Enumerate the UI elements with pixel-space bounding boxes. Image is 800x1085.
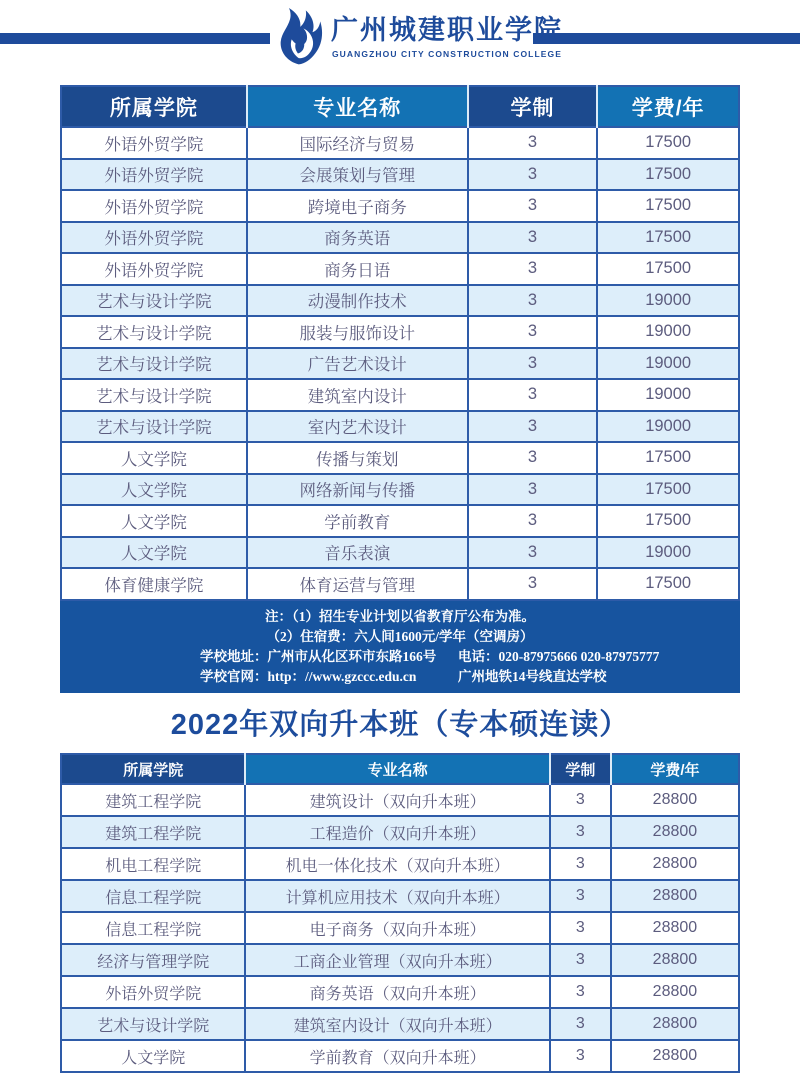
cell-major: 商务英语（双向升本班） xyxy=(245,976,549,1008)
cell-duration: 3 xyxy=(468,159,597,191)
page-header xyxy=(0,0,800,85)
table-row xyxy=(61,442,739,474)
cell-tuition: 19000 xyxy=(597,411,739,443)
table-row xyxy=(61,348,739,380)
college-name: 广州城建职业学院 xyxy=(331,15,563,45)
cell-duration: 3 xyxy=(550,944,611,976)
cell-tuition: 17500 xyxy=(597,474,739,506)
table-row xyxy=(61,568,739,600)
column-header-duration: 学制 xyxy=(468,86,597,127)
cell-college: 信息工程学院 xyxy=(61,912,245,944)
cell-tuition: 28800 xyxy=(611,976,739,1008)
table-row xyxy=(61,784,739,816)
upgrade-table-wrap xyxy=(60,753,740,1073)
cell-tuition: 28800 xyxy=(611,912,739,944)
cell-college: 外语外贸学院 xyxy=(61,159,247,191)
cell-college: 人文学院 xyxy=(61,1040,245,1072)
cell-duration: 3 xyxy=(468,222,597,254)
cell-tuition: 17500 xyxy=(597,159,739,191)
table-row xyxy=(61,159,739,191)
cell-tuition: 19000 xyxy=(597,537,739,569)
table-row xyxy=(61,848,739,880)
table-row xyxy=(61,537,739,569)
cell-major: 会展策划与管理 xyxy=(247,159,468,191)
cell-tuition: 17500 xyxy=(597,190,739,222)
cell-college: 体育健康学院 xyxy=(61,568,247,600)
programs-table-header xyxy=(61,86,739,127)
cell-major: 室内艺术设计 xyxy=(247,411,468,443)
cell-college: 艺术与设计学院 xyxy=(61,411,247,443)
note-line-2: （2）住宿费：六人间1600元/学年（空调房） xyxy=(266,628,534,644)
cell-college: 外语外贸学院 xyxy=(61,253,247,285)
table-row xyxy=(61,190,739,222)
cell-major: 工程造价（双向升本班） xyxy=(245,816,549,848)
table-row xyxy=(61,222,739,254)
cell-duration: 3 xyxy=(550,1008,611,1040)
cell-duration: 3 xyxy=(550,848,611,880)
cell-major: 学前教育（双向升本班） xyxy=(245,1040,549,1072)
column-header-tuition: 学费/年 xyxy=(597,86,739,127)
cell-duration: 3 xyxy=(550,912,611,944)
cell-college: 艺术与设计学院 xyxy=(61,379,247,411)
school-website: 学校官网：http：//www.gzccc.edu.cn xyxy=(200,668,417,684)
cell-major: 电子商务（双向升本班） xyxy=(245,912,549,944)
cell-college: 人文学院 xyxy=(61,505,247,537)
cell-tuition: 19000 xyxy=(597,316,739,348)
cell-major: 机电一体化技术（双向升本班） xyxy=(245,848,549,880)
upgrade-programs-table xyxy=(60,753,740,1073)
column-header-major: 专业名称 xyxy=(247,86,468,127)
cell-major: 传播与策划 xyxy=(247,442,468,474)
table-row xyxy=(61,880,739,912)
cell-major: 商务日语 xyxy=(247,253,468,285)
note-line-3 xyxy=(60,647,740,667)
cell-major: 计算机应用技术（双向升本班） xyxy=(245,880,549,912)
cell-major: 跨境电子商务 xyxy=(247,190,468,222)
column-header-duration: 学制 xyxy=(550,754,611,784)
cell-major: 建筑室内设计 xyxy=(247,379,468,411)
cell-college: 机电工程学院 xyxy=(61,848,245,880)
cell-college: 艺术与设计学院 xyxy=(61,348,247,380)
cell-college: 人文学院 xyxy=(61,537,247,569)
school-address: 学校地址：广州市从化区环市东路166号 xyxy=(200,648,437,664)
cell-tuition: 28800 xyxy=(611,944,739,976)
table-row xyxy=(61,944,739,976)
table-row xyxy=(61,505,739,537)
upgrade-table-header xyxy=(61,754,739,784)
cell-tuition: 28800 xyxy=(611,784,739,816)
notes-box xyxy=(60,601,740,693)
programs-table-wrap xyxy=(60,85,740,601)
cell-duration: 3 xyxy=(468,316,597,348)
table-row xyxy=(61,912,739,944)
cell-college: 建筑工程学院 xyxy=(61,784,245,816)
cell-tuition: 19000 xyxy=(597,379,739,411)
cell-college: 人文学院 xyxy=(61,474,247,506)
cell-tuition: 17500 xyxy=(597,222,739,254)
note-line-4 xyxy=(60,667,740,687)
cell-duration: 3 xyxy=(468,442,597,474)
cell-major: 广告艺术设计 xyxy=(247,348,468,380)
cell-duration: 3 xyxy=(468,474,597,506)
cell-college: 人文学院 xyxy=(61,442,247,474)
cell-duration: 3 xyxy=(468,190,597,222)
cell-duration: 3 xyxy=(550,784,611,816)
cell-duration: 3 xyxy=(468,537,597,569)
cell-major: 建筑室内设计（双向升本班） xyxy=(245,1008,549,1040)
cell-major: 音乐表演 xyxy=(247,537,468,569)
cell-duration: 3 xyxy=(468,411,597,443)
cell-duration: 3 xyxy=(468,253,597,285)
school-phone: 电话：020-87975666 020-87975777 xyxy=(458,648,660,664)
table-row xyxy=(61,379,739,411)
cell-duration: 3 xyxy=(550,976,611,1008)
cell-major: 动漫制作技术 xyxy=(247,285,468,317)
cell-college: 经济与管理学院 xyxy=(61,944,245,976)
table-row xyxy=(61,411,739,443)
cell-tuition: 17500 xyxy=(597,127,739,159)
cell-major: 国际经济与贸易 xyxy=(247,127,468,159)
college-brand xyxy=(276,6,563,68)
cell-college: 外语外贸学院 xyxy=(61,190,247,222)
header-row xyxy=(61,86,739,127)
cell-duration: 3 xyxy=(550,816,611,848)
table-row xyxy=(61,285,739,317)
cell-major: 商务英语 xyxy=(247,222,468,254)
flame-logo-icon xyxy=(276,6,323,68)
cell-tuition: 28800 xyxy=(611,816,739,848)
column-header-college: 所属学院 xyxy=(61,754,245,784)
cell-tuition: 17500 xyxy=(597,442,739,474)
metro-info: 广州地铁14号线直达学校 xyxy=(458,668,607,684)
cell-college: 艺术与设计学院 xyxy=(61,1008,245,1040)
cell-tuition: 28800 xyxy=(611,848,739,880)
cell-duration: 3 xyxy=(550,1040,611,1072)
cell-tuition: 17500 xyxy=(597,253,739,285)
table-row xyxy=(61,474,739,506)
cell-tuition: 28800 xyxy=(611,1040,739,1072)
table-row xyxy=(61,816,739,848)
cell-major: 工商企业管理（双向升本班） xyxy=(245,944,549,976)
cell-tuition: 17500 xyxy=(597,568,739,600)
college-name-en: GUANGZHOU CITY CONSTRUCTION COLLEGE xyxy=(331,49,563,60)
cell-duration: 3 xyxy=(468,505,597,537)
table-row xyxy=(61,253,739,285)
column-header-tuition: 学费/年 xyxy=(611,754,739,784)
cell-college: 外语外贸学院 xyxy=(61,222,247,254)
programs-table-body xyxy=(61,127,739,600)
cell-tuition: 17500 xyxy=(597,505,739,537)
cell-college: 信息工程学院 xyxy=(61,880,245,912)
table-row xyxy=(61,127,739,159)
note-line-1: 注：（1）招生专业计划以省教育厅公布为准。 xyxy=(265,608,535,624)
cell-major: 学前教育 xyxy=(247,505,468,537)
header-left-bar xyxy=(0,33,270,44)
cell-duration: 3 xyxy=(468,127,597,159)
cell-duration: 3 xyxy=(468,379,597,411)
column-header-major: 专业名称 xyxy=(245,754,549,784)
cell-tuition: 28800 xyxy=(611,1008,739,1040)
cell-tuition: 28800 xyxy=(611,880,739,912)
cell-duration: 3 xyxy=(550,880,611,912)
cell-major: 网络新闻与传播 xyxy=(247,474,468,506)
section2-title: 2022年双向升本班（专本硕连读） xyxy=(170,708,630,741)
cell-college: 建筑工程学院 xyxy=(61,816,245,848)
cell-major: 体育运营与管理 xyxy=(247,568,468,600)
cell-college: 艺术与设计学院 xyxy=(61,285,247,317)
cell-college: 外语外贸学院 xyxy=(61,976,245,1008)
cell-major: 服装与服饰设计 xyxy=(247,316,468,348)
column-header-college: 所属学院 xyxy=(61,86,247,127)
table-row xyxy=(61,1040,739,1072)
table-row xyxy=(61,316,739,348)
upgrade-table-body xyxy=(61,784,739,1072)
table-row xyxy=(61,1008,739,1040)
table-row xyxy=(61,976,739,1008)
cell-major: 建筑设计（双向升本班） xyxy=(245,784,549,816)
header-right-bar xyxy=(533,33,800,44)
cell-college: 外语外贸学院 xyxy=(61,127,247,159)
header-row xyxy=(61,754,739,784)
cell-tuition: 19000 xyxy=(597,348,739,380)
cell-tuition: 19000 xyxy=(597,285,739,317)
cell-duration: 3 xyxy=(468,285,597,317)
cell-duration: 3 xyxy=(468,348,597,380)
cell-duration: 3 xyxy=(468,568,597,600)
cell-college: 艺术与设计学院 xyxy=(61,316,247,348)
programs-table xyxy=(60,85,740,601)
